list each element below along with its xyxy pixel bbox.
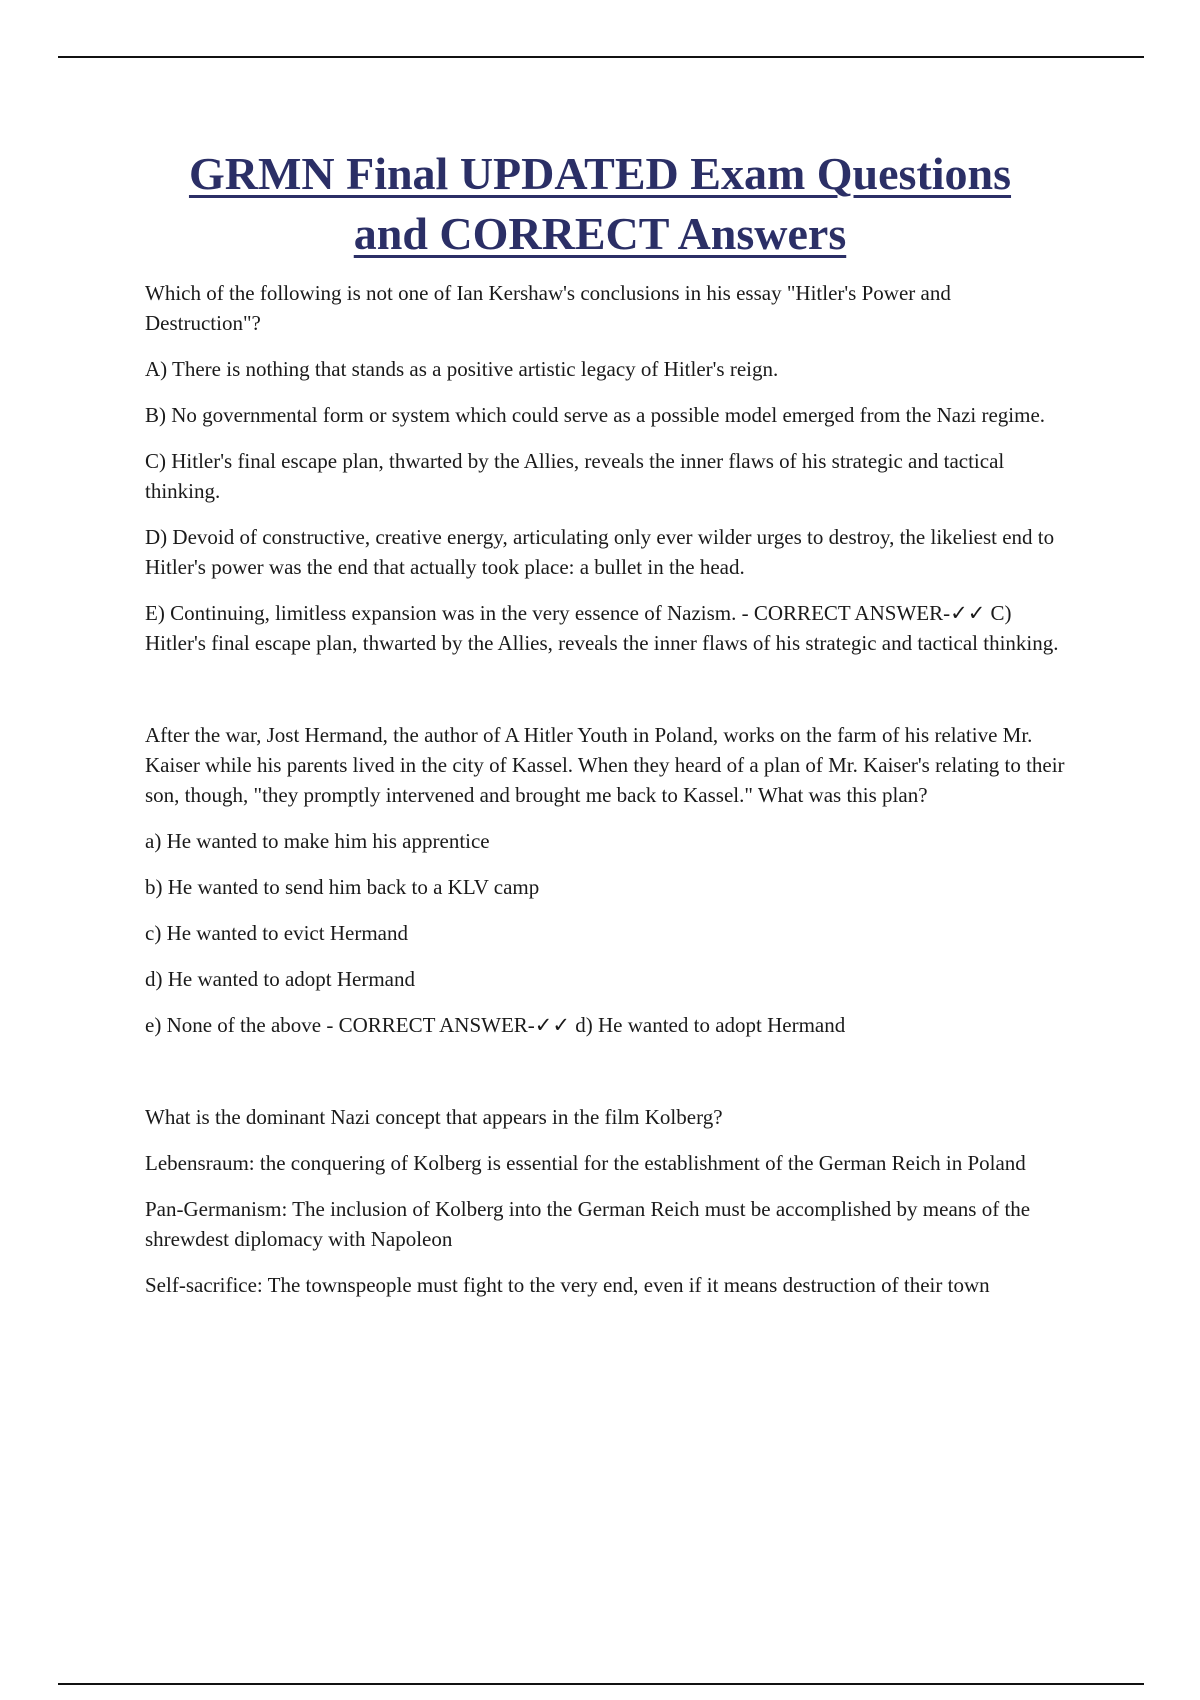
- question-prompt: What is the dominant Nazi concept that appears in the film Kolberg?: [145, 1105, 723, 1129]
- answer-option: d) He wanted to adopt Hermand: [145, 967, 415, 991]
- question-block-3: [145, 1102, 1065, 1300]
- answer-option: C) Hitler's final escape plan, thwarted by the Allies, reveals the inner flaws of his strategic and tactical thinking.: [145, 449, 1005, 503]
- answer-option: D) Devoid of constructive, creative energy, articulating only ever wilder urges to destroy, the likeliest end to Hitler's power was the end that actually took place: a bullet in the head.: [145, 525, 1055, 579]
- document-title: [100, 144, 1100, 264]
- answer-option: B) No governmental form or system which could serve as a possible model emerged from the Nazi regime.: [145, 403, 1046, 427]
- answer-option: A) There is nothing that stands as a positive artistic legacy of Hitler's reign.: [145, 357, 779, 381]
- title-line-1: GRMN Final UPDATED Exam Questions: [188, 148, 1012, 199]
- answer-option: b) He wanted to send him back to a KLV camp: [145, 875, 540, 899]
- answer-option: Lebensraum: the conquering of Kolberg is essential for the establishment of the German Reich in Poland: [145, 1151, 1026, 1175]
- title-line-2: and CORRECT Answers: [353, 208, 847, 259]
- question-prompt: After the war, Jost Hermand, the author of A Hitler Youth in Poland, works on the farm of his relative Mr. Kaiser while his parents lived in the city of Kassel. When they heard of a plan of Mr. Kaiser's relating to their son, though, "they promptly intervened and brought me back to Kassel." What was this plan?: [145, 723, 1065, 807]
- answer-option-with-correct-answer: E) Continuing, limitless expansion was in the very essence of Nazism. - CORRECT ANSWER-✓✓ C) Hitler's final escape plan, thwarted by the Allies, reveals the inner flaws of his strategic and tactical thinking.: [145, 601, 1059, 655]
- footer-rule: [58, 1683, 1144, 1685]
- answer-option: Self-sacrifice: The townspeople must fight to the very end, even if it means destruction of their town: [145, 1273, 990, 1297]
- question-prompt: Which of the following is not one of Ian Kershaw's conclusions in his essay "Hitler's Power and Destruction"?: [145, 281, 951, 335]
- header-rule: [58, 56, 1144, 58]
- question-block-2: [145, 720, 1065, 1040]
- answer-option: Pan-Germanism: The inclusion of Kolberg into the German Reich must be accomplished by means of the shrewdest diplomacy with Napoleon: [145, 1197, 1031, 1251]
- answer-option: a) He wanted to make him his apprentice: [145, 829, 490, 853]
- answer-option: c) He wanted to evict Hermand: [145, 921, 408, 945]
- answer-option-with-correct-answer: e) None of the above - CORRECT ANSWER-✓✓ d) He wanted to adopt Hermand: [145, 1013, 846, 1037]
- document-body: [145, 278, 1065, 1316]
- question-block-1: [145, 278, 1065, 658]
